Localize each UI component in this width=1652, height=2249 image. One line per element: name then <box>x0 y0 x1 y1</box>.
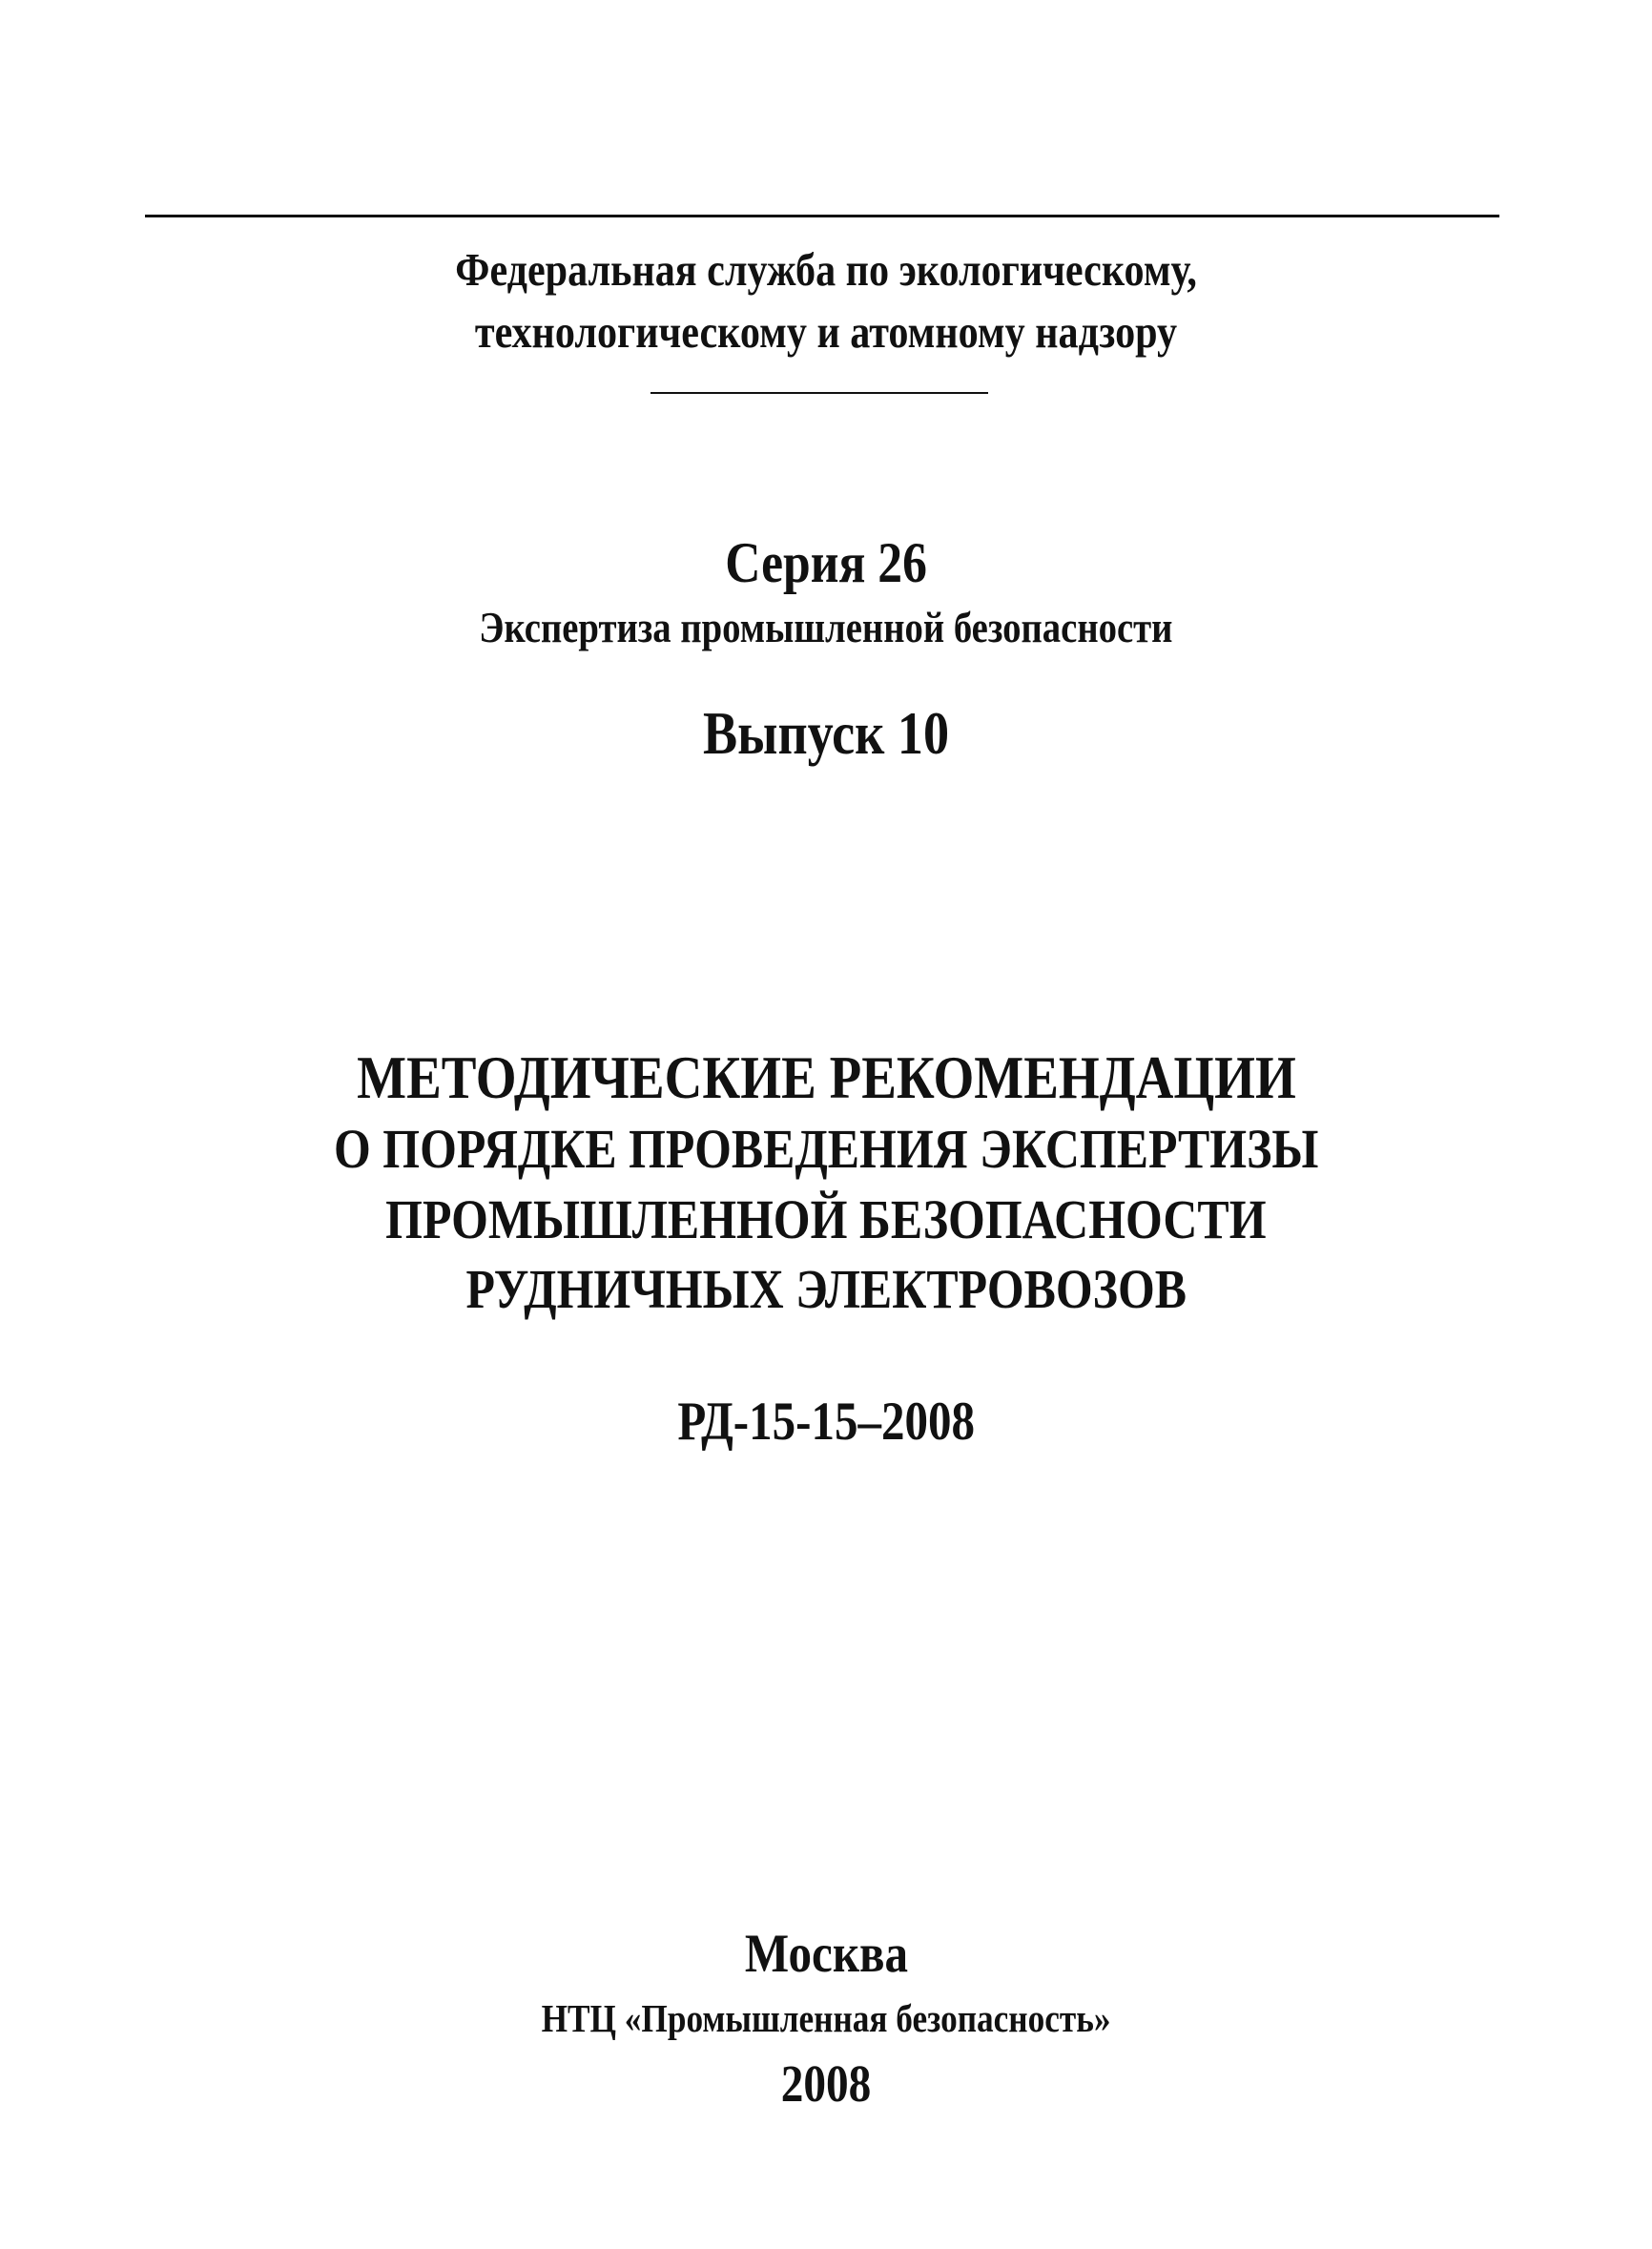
document-title-line-2 <box>0 1118 1652 1180</box>
issue-label <box>0 700 1652 767</box>
top-rule <box>145 215 1499 217</box>
issue-label-text: Выпуск 10 <box>702 700 950 767</box>
organization-line-1-text: Федеральная служба по экологическому, <box>455 243 1197 296</box>
imprint-year <box>0 2054 1652 2113</box>
organization-line-2 <box>0 305 1652 358</box>
document-title-line-4-text: РУДНИЧНЫХ ЭЛЕКТРОВОЗОВ <box>465 1258 1187 1320</box>
short-rule <box>650 392 988 394</box>
series-subtitle <box>0 604 1652 651</box>
imprint-city <box>0 1924 1652 1984</box>
series-label-text: Серия 26 <box>725 531 927 594</box>
document-title-line-1-text: МЕТОДИЧЕСКИЕ РЕКОМЕНДАЦИИ <box>356 1043 1296 1111</box>
imprint-city-text: Москва <box>744 1924 908 1984</box>
organization-line-1 <box>0 243 1652 296</box>
series-label <box>0 531 1652 594</box>
organization-line-2-text: технологическому и атомному надзору <box>474 305 1178 358</box>
imprint-publisher-text: НТЦ «Промышленная безопасность» <box>541 1996 1111 2040</box>
document-title-line-3 <box>0 1188 1652 1250</box>
imprint-year-text: 2008 <box>780 2054 872 2113</box>
document-title-line-4 <box>0 1258 1652 1320</box>
document-title-line-3-text: ПРОМЫШЛЕННОЙ БЕЗОПАСНОСТИ <box>385 1188 1267 1250</box>
document-title-line-1 <box>0 1043 1652 1111</box>
imprint-publisher <box>0 1996 1652 2040</box>
document-code <box>0 1392 1652 1452</box>
document-code-text: РД-15-15–2008 <box>677 1392 975 1452</box>
document-title-line-2-text: О ПОРЯДКЕ ПРОВЕДЕНИЯ ЭКСПЕРТИЗЫ <box>333 1118 1319 1180</box>
series-subtitle-text: Экспертиза промышленной безопасности <box>479 604 1173 651</box>
